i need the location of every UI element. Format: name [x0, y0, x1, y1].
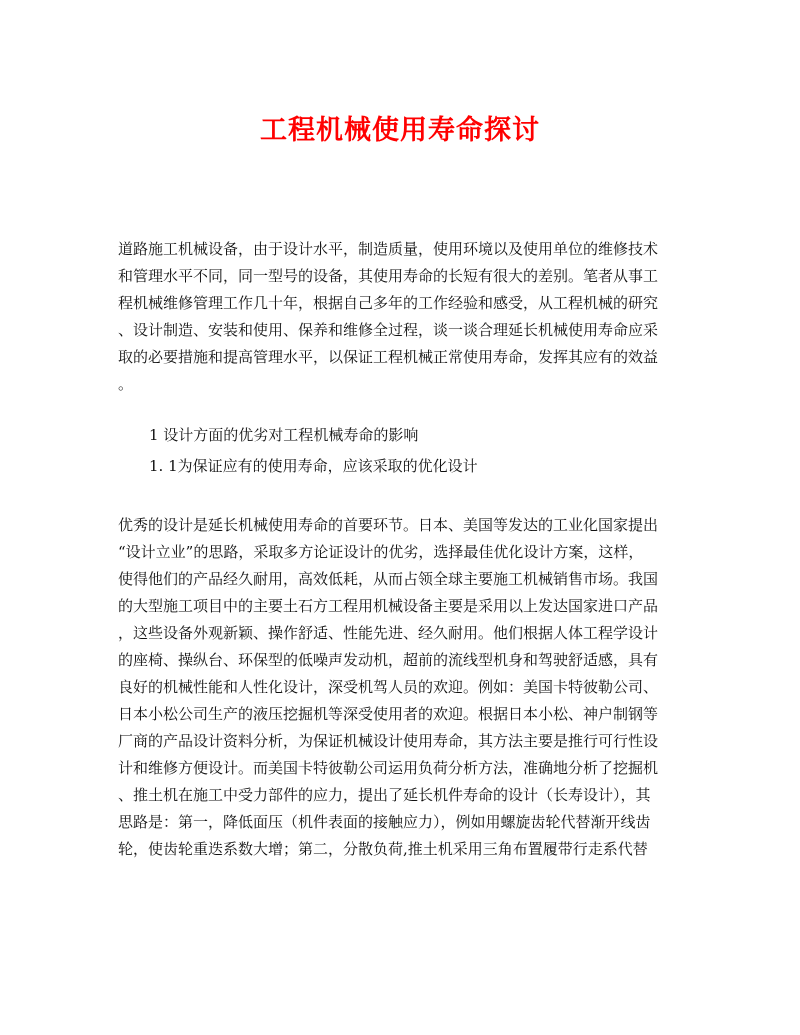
text-line: 轮，使齿轮重迭系数大增；第二，分散负荷,推土机采用三角布置履带行走系代替: [118, 840, 648, 858]
text-line: 取的必要措施和提高管理水平，以保证工程机械正常使用寿命，发挥其应有的效益: [118, 348, 659, 366]
text-line: 、推土机在施工中受力部件的应力，提出了延长机件寿命的设计（长寿设计），其: [118, 786, 651, 804]
section-heading-1: 1 设计方面的优劣对工程机械寿命的影响: [149, 426, 419, 444]
text-line: 。: [118, 375, 134, 393]
text-line: “设计立业”的思路，采取多方论证设计的优劣，选择最佳优化设计方案，这样，: [118, 543, 644, 561]
text-line: 良好的机械性能和人性化设计，深受机驾人员的欢迎。例如：美国卡特彼勒公司、: [118, 678, 659, 696]
text-line: 的大型施工项目中的主要土石方工程用机械设备主要是采用以上发达国家进口产品: [118, 597, 659, 615]
document-title: 工程机械使用寿命探讨: [260, 115, 540, 146]
text-line: 思路是：第一，降低面压（机件表面的接触应力），例如用螺旋齿轮代替渐开线齿: [118, 813, 651, 831]
text-line: 日本小松公司生产的液压挖掘机等深受使用者的欢迎。根据日本小松、神户制钢等: [118, 705, 659, 723]
text-line: 和管理水平不同，同一型号的设备，其使用寿命的长短有很大的差别。笔者从事工: [118, 267, 659, 285]
text-line: 程机械维修管理工作几十年，根据自己多年的工作经验和感受，从工程机械的研究: [118, 294, 659, 312]
text-line: ，这些设备外观新颖、操作舒适、性能先进、经久耐用。他们根据人体工程学设计: [118, 624, 659, 642]
text-line: 厂商的产品设计资料分析，为保证机械设计使用寿命，其方法主要是推行可行性设: [118, 732, 659, 750]
subsection-heading-1-1: 1. 1为保证应有的使用寿命，应该采取的优化设计: [149, 457, 478, 475]
text-line: 、设计制造、安装和使用、保养和维修全过程，谈一谈合理延长机械使用寿命应采: [118, 321, 659, 339]
text-line: 道路施工机械设备，由于设计水平，制造质量，使用环境以及使用单位的维修技术: [118, 240, 659, 258]
section-paragraph: [118, 512, 688, 863]
text-line: 计和维修方便设计。而美国卡特彼勒公司运用负荷分析方法，准确地分析了挖掘机: [118, 759, 659, 777]
text-line: 的座椅、操纵台、环保型的低噪声发动机，超前的流线型机身和驾驶舒适感，具有: [118, 651, 659, 669]
text-line: 优秀的设计是延长机械使用寿命的首要环节。日本、美国等发达的工业化国家提出: [118, 516, 659, 534]
text-line: 使得他们的产品经久耐用，高效低耗，从而占领全球主要施工机械销售市场。我国: [118, 570, 659, 588]
intro-paragraph: [118, 236, 688, 398]
